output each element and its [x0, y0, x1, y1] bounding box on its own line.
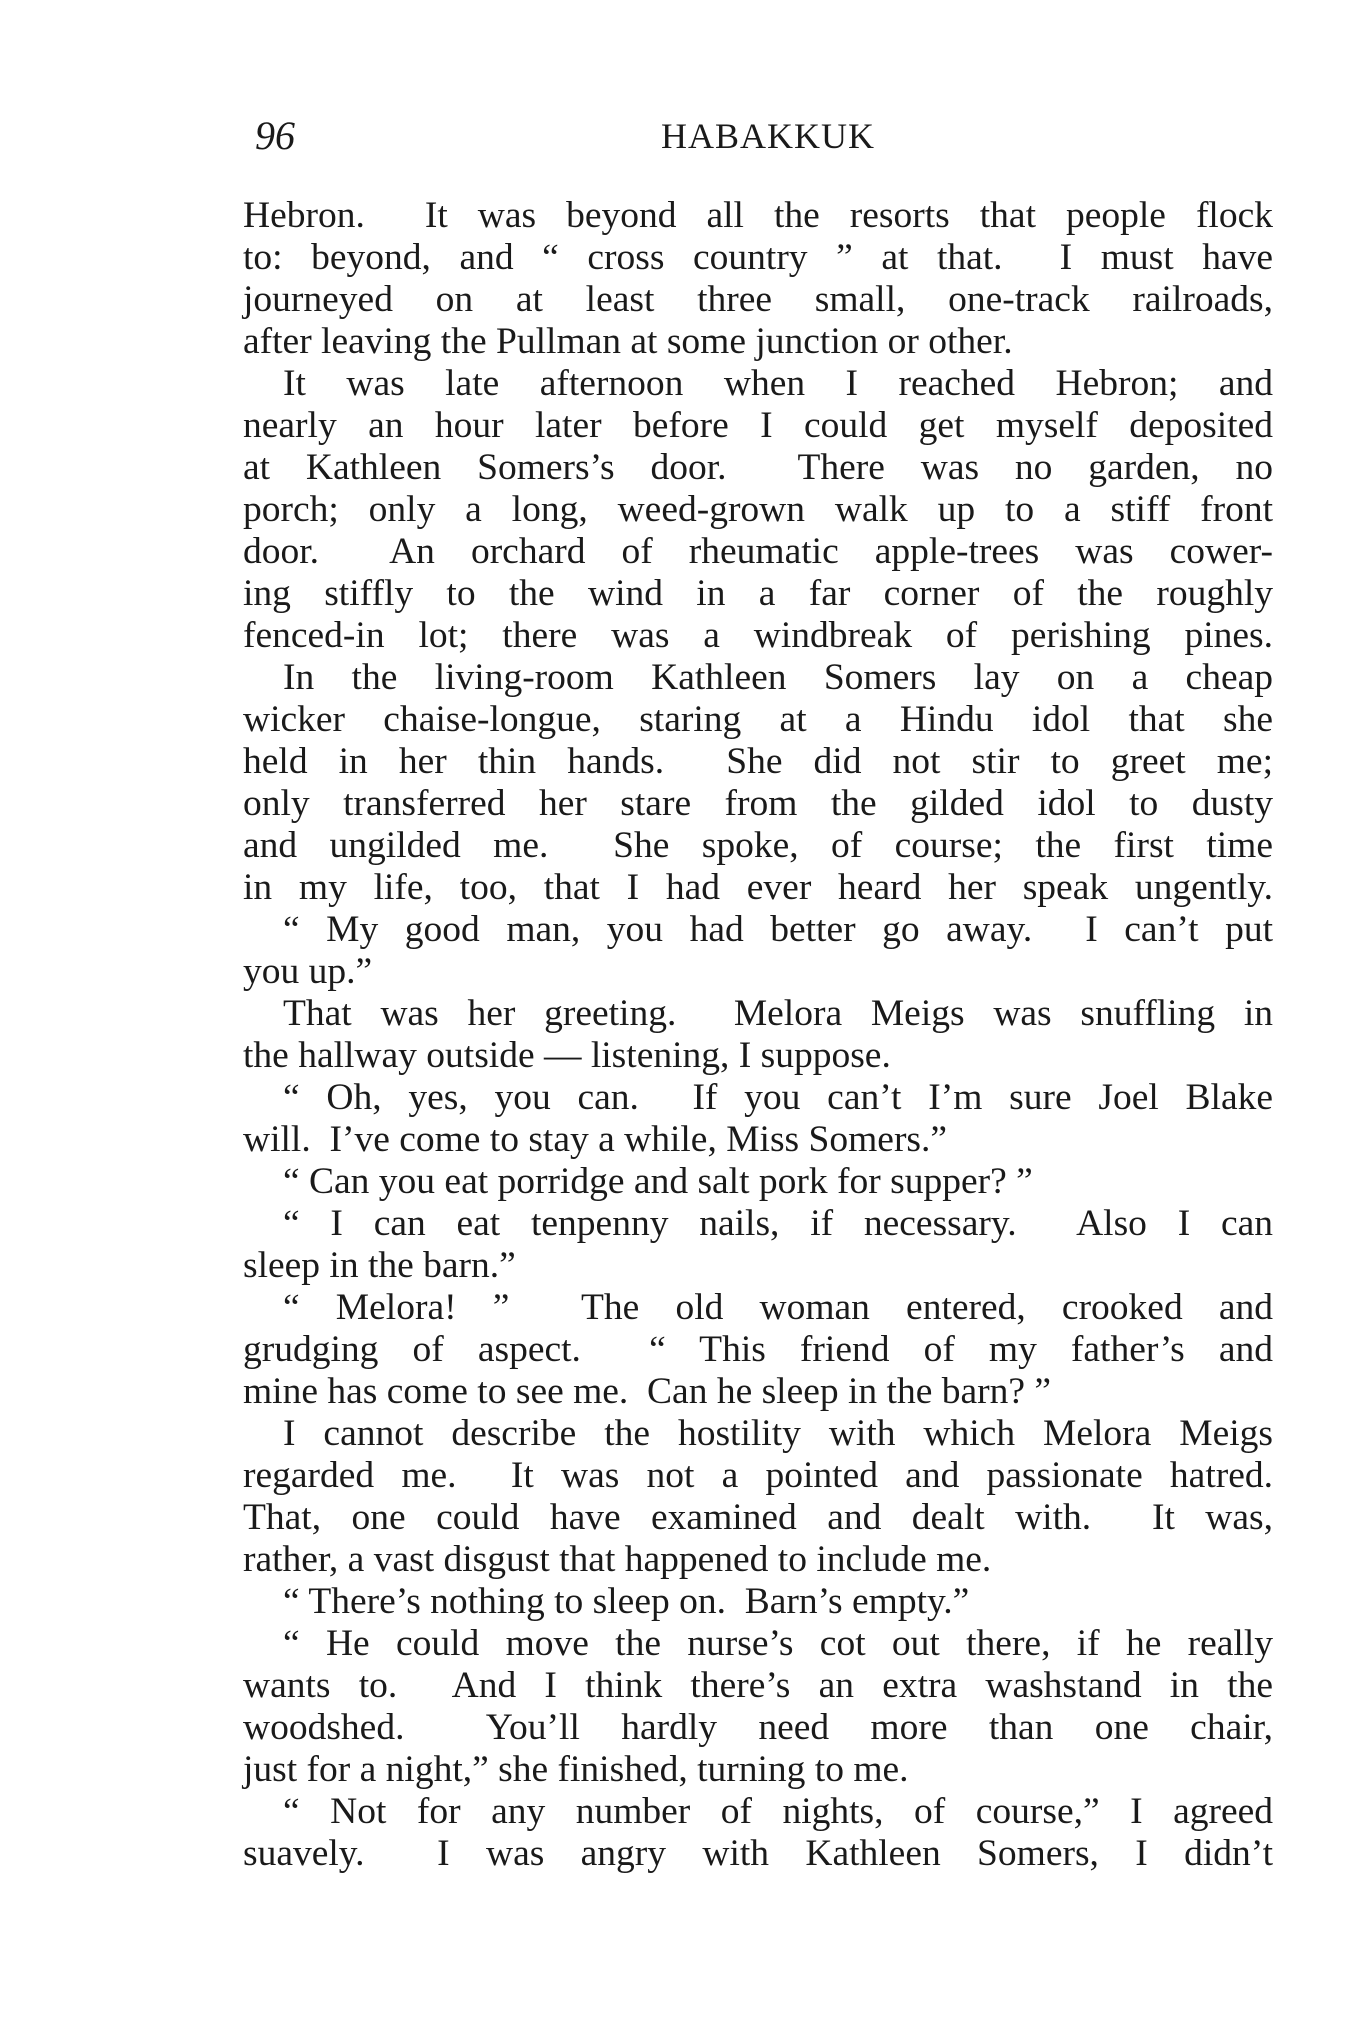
- text-line: after leaving the Pullman at some junction or other.: [243, 321, 1013, 362]
- text-line: regarded me. It was not a pointed and passionate hatred.: [243, 1455, 1273, 1496]
- text-line: porch; only a long, weed-grown walk up to a stiff front: [243, 489, 1273, 530]
- text-line: In the living-room Kathleen Somers lay on a cheap: [283, 657, 1273, 698]
- running-head: [255, 108, 1095, 164]
- text-line: grudging of aspect. “ This friend of my father’s and: [243, 1329, 1273, 1370]
- text-line: That was her greeting. Melora Meigs was snuffling in: [283, 993, 1273, 1034]
- text-line: journeyed on at least three small, one-track railroads,: [243, 279, 1273, 320]
- page-number: 96: [255, 113, 295, 158]
- text-line: “ There’s nothing to sleep on. Barn’s empty.”: [283, 1581, 970, 1622]
- text-line: held in her thin hands. She did not stir to greet me;: [243, 741, 1273, 782]
- text-line: wicker chaise-longue, staring at a Hindu idol that she: [243, 699, 1273, 740]
- text-line: “ I can eat tenpenny nails, if necessary. Also I can: [283, 1203, 1273, 1244]
- running-title: HABAKKUK: [661, 116, 875, 156]
- text-line: woodshed. You’ll hardly need more than one chair,: [243, 1707, 1273, 1748]
- text-line: mine has come to see me. Can he sleep in the barn? ”: [243, 1371, 1052, 1412]
- text-line: at Kathleen Somers’s door. There was no garden, no: [243, 447, 1273, 488]
- text-line: “ Can you eat porridge and salt pork for supper? ”: [283, 1161, 1033, 1202]
- text-line: wants to. And I think there’s an extra washstand in the: [243, 1665, 1273, 1706]
- text-line: only transferred her stare from the gilded idol to dusty: [243, 783, 1273, 824]
- text-line: “ Oh, yes, you can. If you can’t I’m sure Joel Blake: [283, 1077, 1273, 1118]
- text-line: “ He could move the nurse’s cot out there, if he really: [283, 1623, 1273, 1664]
- text-line: and ungilded me. She spoke, of course; the first time: [243, 825, 1273, 866]
- text-line: “ Melora! ” The old woman entered, crooked and: [283, 1287, 1273, 1328]
- text-line: sleep in the barn.”: [243, 1245, 516, 1286]
- text-line: door. An orchard of rheumatic apple-trees was cower-: [243, 531, 1273, 572]
- text-line: rather, a vast disgust that happened to include me.: [243, 1539, 992, 1580]
- text-line: “ My good man, you had better go away. I can’t put: [283, 909, 1273, 950]
- text-line: suavely. I was angry with Kathleen Somers, I didn’t: [243, 1833, 1273, 1874]
- text-line: “ Not for any number of nights, of course,” I agreed: [283, 1791, 1273, 1832]
- text-line: That, one could have examined and dealt with. It was,: [243, 1497, 1273, 1538]
- text-line: you up.”: [243, 951, 373, 992]
- text-line: fenced-in lot; there was a windbreak of perishing pines.: [243, 615, 1273, 656]
- text-line: ing stiffly to the wind in a far corner of the roughly: [243, 573, 1273, 614]
- text-line: in my life, too, that I had ever heard her speak ungently.: [243, 867, 1273, 908]
- text-line: will. I’ve come to stay a while, Miss Somers.”: [243, 1119, 948, 1160]
- text-line: I cannot describe the hostility with which Melora Meigs: [283, 1413, 1273, 1454]
- body-text: [243, 195, 1273, 1875]
- text-line: Hebron. It was beyond all the resorts that people flock: [243, 195, 1273, 236]
- text-line: It was late afternoon when I reached Hebron; and: [283, 363, 1273, 404]
- text-line: the hallway outside — listening, I suppose.: [243, 1035, 891, 1076]
- text-line: nearly an hour later before I could get myself deposited: [243, 405, 1273, 446]
- text-line: just for a night,” she finished, turning to me.: [243, 1749, 909, 1790]
- text-line: to: beyond, and “ cross country ” at that. I must have: [243, 237, 1273, 278]
